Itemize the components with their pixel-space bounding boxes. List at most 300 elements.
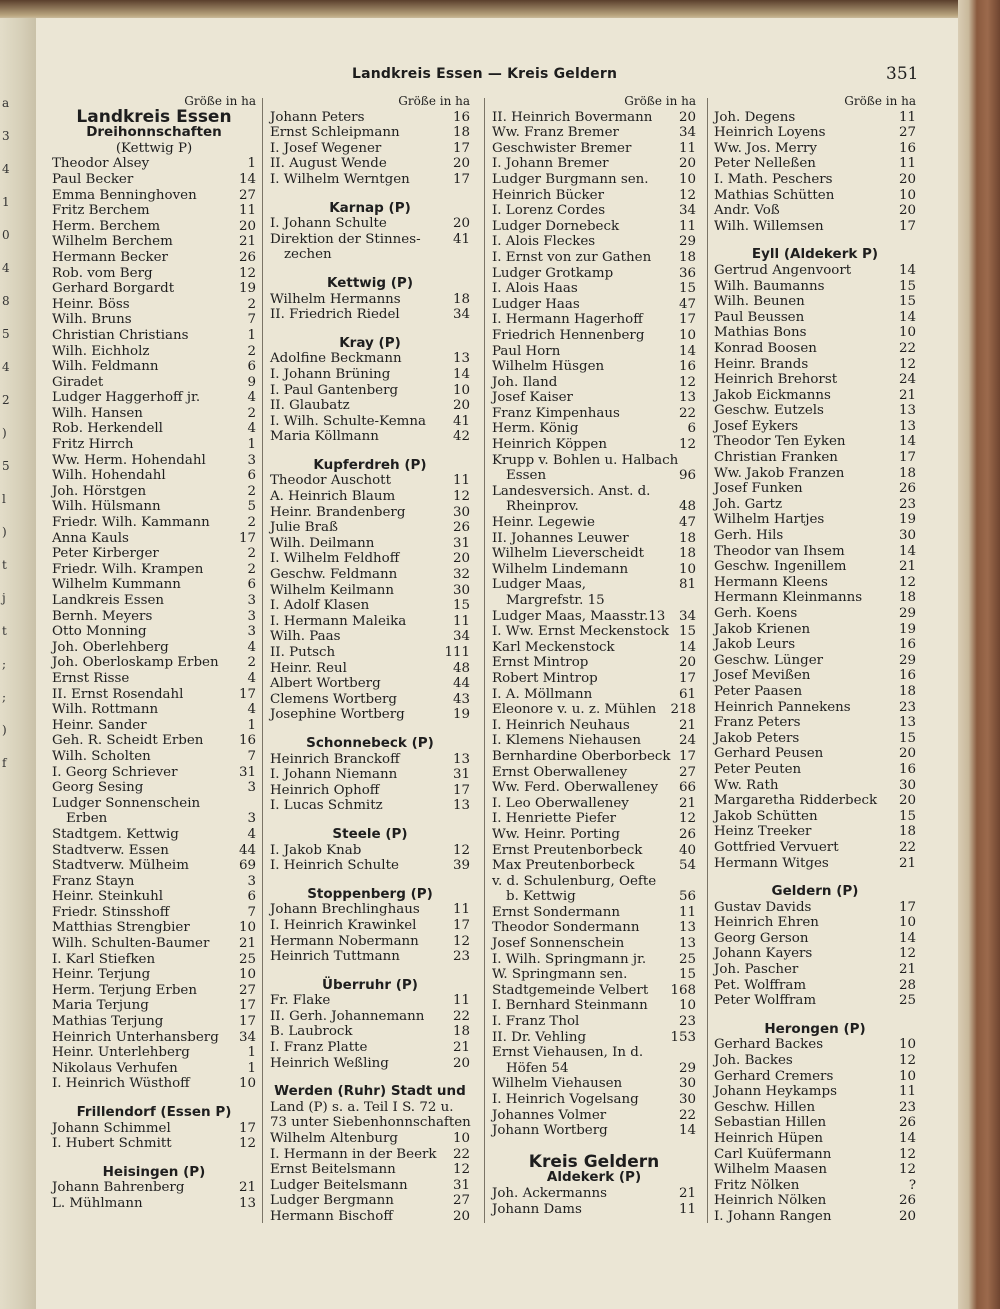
list-item: [714, 1209, 916, 1225]
area-ha: 20: [452, 551, 470, 567]
owner-name: Heinrich Pannekens: [714, 699, 851, 715]
area-ha: 29: [898, 652, 916, 668]
owner-name: Josephine Wortberg: [270, 707, 405, 723]
area-ha: 29: [678, 234, 696, 250]
owner-name: W. Springmann sen.: [492, 967, 628, 983]
area-ha: 42: [452, 429, 470, 445]
area-ha: 2: [247, 483, 256, 499]
column-1: [52, 94, 256, 1212]
list-item: [52, 250, 256, 266]
owner-name: Joh. Oberlehberg: [52, 639, 169, 655]
list-item: [714, 622, 916, 638]
area-ha: 54: [678, 858, 696, 874]
list-item: [714, 590, 916, 606]
list-item: [52, 406, 256, 422]
list-item: [492, 344, 696, 360]
list-item: [492, 1092, 696, 1108]
area-ha: 22: [452, 1008, 470, 1024]
area-ha: 11: [452, 993, 470, 1009]
list-item: [492, 733, 696, 749]
area-ha: 11: [452, 473, 470, 489]
area-ha: 18: [452, 291, 470, 307]
list-item: [270, 993, 470, 1009]
list-item: [52, 344, 256, 360]
area-ha: 66: [678, 780, 696, 796]
owner-name: Robert Mintrop: [492, 670, 598, 686]
facing-page-fragment: 3: [2, 129, 10, 143]
owner-name: Wilhelm Hermanns: [270, 291, 401, 307]
list-item: [714, 731, 916, 747]
owner-name: Geschw. Lünger: [714, 652, 824, 668]
owner-name: B. Laubrock: [270, 1024, 353, 1040]
book-cover-edge: [958, 0, 1000, 1309]
owner-name: Joh. Iland: [492, 374, 558, 390]
owner-name: Ludger Burgmann sen.: [492, 171, 649, 187]
list-item: [492, 593, 696, 609]
area-ha: 27: [678, 764, 696, 780]
page-number: 351: [886, 64, 919, 84]
list-item: [492, 375, 696, 391]
list-item: [52, 1045, 256, 1061]
facing-page-fragment: 5: [2, 459, 10, 473]
list-item: [52, 172, 256, 188]
column-header-size: Größe in ha: [624, 94, 696, 108]
list-item: [492, 468, 696, 484]
owner-name: Wilhelm Lieverscheidt: [492, 546, 645, 562]
page-header-title: Landkreis Essen — Kreis Geldern: [352, 66, 618, 82]
list-item: [270, 949, 470, 965]
column-header-size: Größe in ha: [184, 94, 256, 108]
owner-name: Maria Terjung: [52, 998, 149, 1014]
list-item: [52, 281, 256, 297]
list-item: [270, 1131, 470, 1147]
list-item: [492, 156, 696, 172]
list-item: [492, 515, 696, 531]
section-heading: Überruhr (P): [322, 976, 418, 993]
list-item: [714, 978, 916, 994]
list-item: [714, 219, 916, 235]
facing-page-fragment: t: [2, 558, 7, 572]
list-item: [714, 778, 916, 794]
list-item: [52, 655, 256, 671]
section-heading: Werden (Ruhr) Stadt und: [274, 1083, 466, 1100]
owner-name: Johannes Volmer: [492, 1107, 607, 1123]
owner-name: Hermann Kleens: [714, 574, 828, 590]
list-item: [714, 900, 916, 916]
facing-page-fragment: t: [2, 624, 7, 638]
list-item: [492, 749, 696, 765]
list-item: [52, 188, 256, 204]
column-divider: [707, 98, 708, 1223]
area-ha: 10: [898, 187, 916, 203]
owner-name: Heinrich Ophoff: [270, 782, 380, 798]
area-ha: 20: [238, 218, 256, 234]
area-ha: 34: [452, 629, 470, 645]
owner-name: Direktion der Stinnes-: [270, 231, 421, 247]
section-heading: Geldern (P): [771, 883, 859, 900]
owner-name: Wilhelm Viehausen: [492, 1076, 623, 1092]
list-item: [714, 341, 916, 357]
area-ha: 30: [678, 1076, 696, 1092]
area-ha: 16: [898, 140, 916, 156]
list-item: [492, 1045, 696, 1061]
owner-name: Ww. Franz Bremer: [492, 125, 619, 141]
area-ha: 10: [678, 998, 696, 1014]
owner-name: Georg Sesing: [52, 780, 144, 796]
list-item: [714, 497, 916, 513]
area-ha: 19: [238, 281, 256, 297]
list-item: [714, 653, 916, 669]
area-ha: 10: [238, 1076, 256, 1092]
owner-name: Franz Stayn: [52, 873, 135, 889]
owner-name: Ernst Sondermann: [492, 904, 620, 920]
area-ha: 2: [247, 561, 256, 577]
list-item: [270, 692, 470, 708]
area-ha: 26: [452, 520, 470, 536]
area-ha: 1: [247, 1060, 256, 1076]
list-item: [492, 1030, 696, 1046]
owner-name: b. Kettwig: [506, 889, 576, 905]
area-ha: 26: [678, 826, 696, 842]
area-ha: 10: [452, 1131, 470, 1147]
owner-name: II. Glaubatz: [270, 398, 350, 414]
area-ha: 20: [898, 793, 916, 809]
facing-page-fragment: a: [2, 96, 10, 110]
area-ha: 12: [452, 489, 470, 505]
owner-name: Wilh. Rottmann: [52, 702, 159, 718]
list-item: [492, 1123, 696, 1139]
owner-name: Rob. Herkendell: [52, 421, 163, 437]
owner-name: Theodor Sondermann: [492, 920, 640, 936]
list-item: [52, 811, 256, 827]
list-item: [492, 406, 696, 422]
area-ha: 18: [898, 824, 916, 840]
area-ha: 18: [898, 683, 916, 699]
area-ha: 24: [898, 372, 916, 388]
area-ha: 19: [898, 512, 916, 528]
owner-name: Wilhelm Hartjes: [714, 512, 825, 528]
owner-name: Peter Wolffram: [714, 993, 817, 1009]
area-ha: 39: [452, 858, 470, 874]
area-ha: 14: [678, 639, 696, 655]
area-ha: 11: [678, 140, 696, 156]
area-ha: 20: [452, 1055, 470, 1071]
owner-name: Heinrich Hüpen: [714, 1131, 823, 1146]
owner-name: Heinrich Branckoff: [270, 751, 400, 767]
owner-name: Fritz Nölken: [714, 1177, 800, 1193]
list-item: [52, 468, 256, 484]
area-ha: 12: [898, 356, 916, 372]
owner-name: Heinr. Brandenberg: [270, 504, 406, 520]
area-ha: 17: [678, 748, 696, 764]
owner-name: Hermann Kleinmanns: [714, 590, 863, 606]
area-ha: [674, 1045, 696, 1061]
owner-name: Ernst Mintrop: [492, 655, 589, 671]
area-ha: 31: [452, 535, 470, 551]
owner-name: Fr. Flake: [270, 993, 331, 1009]
list-item: [714, 325, 916, 341]
area-ha: 69: [238, 858, 256, 874]
section-heading: Heisingen (P): [102, 1163, 206, 1180]
area-ha: 7: [247, 904, 256, 920]
area-ha: 13: [238, 1195, 256, 1211]
list-item: [714, 203, 916, 219]
area-ha: 17: [898, 450, 916, 466]
area-ha: 25: [898, 993, 916, 1009]
owner-name: Stadtverw. Mülheim: [52, 858, 189, 874]
facing-page-fragment: 5: [2, 327, 10, 341]
list-item: [270, 1024, 470, 1040]
list-item: [714, 931, 916, 947]
area-ha: 21: [238, 234, 256, 250]
area-ha: 21: [238, 1180, 256, 1196]
owner-name: Heinr. Unterlehberg: [52, 1045, 190, 1061]
owner-name: Bernh. Meyers: [52, 608, 153, 624]
owner-name: A. Heinrich Blaum: [270, 489, 396, 505]
list-item: [492, 983, 696, 999]
area-ha: 13: [452, 751, 470, 767]
area-ha: 15: [898, 808, 916, 824]
list-item: [270, 536, 470, 552]
area-ha: 41: [452, 231, 470, 247]
list-item: [52, 499, 256, 515]
owner-name: I. Johann Niemann: [270, 767, 398, 783]
section-heading: Kupferdreh (P): [313, 456, 427, 473]
area-ha: 20: [898, 746, 916, 762]
list-item: [714, 1115, 916, 1131]
area-ha: 48: [452, 660, 470, 676]
owner-name: I. Wilh. Schulte-Kemna: [270, 413, 426, 429]
section-heading: Aldekerk (P): [546, 1169, 642, 1186]
owner-name: Ludger Grotkamp: [492, 265, 614, 281]
list-item: [270, 520, 470, 536]
list-item: [714, 1100, 916, 1116]
owner-name: Gertrud Angenvoort: [714, 262, 852, 278]
list-item: [492, 546, 696, 562]
list-item: [492, 624, 696, 640]
owner-name: Wilh. Hansen: [52, 405, 143, 421]
area-ha: 23: [452, 949, 470, 965]
area-ha: 21: [452, 1040, 470, 1056]
facing-page-fragment: 0: [2, 228, 10, 242]
area-ha: 4: [247, 702, 256, 718]
list-item: [52, 952, 256, 968]
owner-name: I. Johann Bremer: [492, 156, 609, 172]
area-ha: 20: [678, 655, 696, 671]
list-item: [270, 1100, 470, 1116]
list-item: [714, 809, 916, 825]
area-ha: 20: [452, 398, 470, 414]
owner-name: I. Franz Thol: [492, 1014, 580, 1030]
owner-name: Peter Peuten: [714, 761, 802, 777]
list-item: [492, 328, 696, 344]
list-item: [270, 661, 470, 677]
owner-name: Stadtgemeinde Velbert: [492, 982, 649, 998]
area-ha: 4: [247, 826, 256, 842]
owner-name: II. Heinrich Bovermann: [492, 109, 653, 125]
area-ha: 20: [678, 109, 696, 125]
area-ha: 153: [670, 1029, 696, 1045]
area-ha: 15: [898, 730, 916, 746]
owner-name: Gerhard Borgardt: [52, 281, 175, 297]
owner-name: Ww. Rath: [714, 777, 779, 793]
list-item: [714, 668, 916, 684]
list-item: [714, 294, 916, 310]
column-2: [270, 94, 470, 1225]
owner-name: Johann Heykamps: [714, 1084, 837, 1100]
area-ha: 27: [238, 982, 256, 998]
area-ha: 2: [247, 296, 256, 312]
owner-name: I. Alois Fleckes: [492, 234, 596, 250]
list-item: [492, 687, 696, 703]
list-item: [270, 629, 470, 645]
list-item: [52, 843, 256, 859]
area-ha: 20: [452, 156, 470, 172]
area-ha: 10: [238, 967, 256, 983]
owner-name: Ww. Herm. Hohendahl: [52, 452, 206, 468]
owner-name: Julie Braß: [270, 520, 338, 536]
list-item: [492, 390, 696, 406]
area-ha: 11: [678, 218, 696, 234]
facing-page-fragment: l: [2, 492, 6, 506]
owner-name: Ernst Viehausen, In d.: [492, 1045, 644, 1061]
area-ha: 15: [678, 967, 696, 983]
owner-name: Johann Dams: [492, 1201, 582, 1217]
owner-name: Fritz Hirrch: [52, 437, 134, 453]
area-ha: 168: [670, 982, 696, 998]
owner-name: I. Klemens Niehausen: [492, 733, 641, 749]
owner-name: Ernst Preutenborbeck: [492, 842, 643, 858]
owner-name: Wilh. Beunen: [714, 294, 805, 310]
area-ha: 6: [247, 889, 256, 905]
list-item: [52, 359, 256, 375]
facing-page-fragment: ;: [2, 657, 7, 671]
owner-name: Heinr. Böss: [52, 296, 130, 312]
area-ha: [678, 453, 700, 469]
column-divider: [262, 98, 263, 1223]
list-item: [492, 967, 696, 983]
list-item: [52, 203, 256, 219]
owner-name: Peter Nelleßen: [714, 156, 816, 172]
list-item: [714, 172, 916, 188]
owner-name: Herm. Berchem: [52, 218, 161, 234]
owner-name: Ernst Schleipmann: [270, 125, 400, 141]
list-item: [492, 874, 696, 890]
owner-name: Heinrich Köppen: [492, 437, 607, 453]
list-item: [270, 858, 470, 874]
area-ha: 21: [678, 717, 696, 733]
list-item: [492, 702, 696, 718]
area-ha: 30: [452, 504, 470, 520]
list-item: [52, 453, 256, 469]
list-item: [492, 234, 696, 250]
owner-name: I. Paul Gantenberg: [270, 382, 399, 398]
area-ha: 6: [247, 359, 256, 375]
area-ha: 3: [247, 780, 256, 796]
owner-name: Georg Gerson: [714, 930, 809, 946]
area-ha: 26: [898, 481, 916, 497]
list-item: [52, 983, 256, 999]
area-ha: 41: [452, 413, 470, 429]
area-ha: 15: [678, 624, 696, 640]
area-ha: 17: [452, 171, 470, 187]
owner-name: Theodor Ten Eyken: [714, 434, 846, 450]
area-ha: 10: [678, 171, 696, 187]
list-item: [270, 752, 470, 768]
owner-name: Nikolaus Verhufen: [52, 1060, 178, 1076]
list-item: [52, 266, 256, 282]
area-ha: 12: [678, 374, 696, 390]
list-item: [492, 952, 696, 968]
list-item: [492, 453, 696, 469]
owner-name: Clemens Wortberg: [270, 691, 397, 707]
area-ha: 17: [238, 1120, 256, 1136]
list-item: [492, 359, 696, 375]
list-item: [492, 1076, 696, 1092]
area-ha: 10: [898, 325, 916, 341]
facing-page-fragment: ): [2, 525, 7, 539]
owner-name: Johann Schimmel: [52, 1120, 171, 1136]
area-ha: 12: [898, 946, 916, 962]
area-ha: 23: [898, 699, 916, 715]
list-item: [52, 312, 256, 328]
list-item: [714, 357, 916, 373]
list-item: [492, 141, 696, 157]
list-item: [492, 531, 696, 547]
area-ha: 14: [678, 1123, 696, 1139]
list-item: [492, 796, 696, 812]
area-ha: 4: [247, 639, 256, 655]
owner-name: II. August Wende: [270, 156, 387, 172]
owner-name: Heinrich Bücker: [492, 187, 604, 203]
owner-name: Geschw. Ingenillem: [714, 559, 847, 575]
list-item: [52, 874, 256, 890]
facing-page-fragment: 4: [2, 360, 10, 374]
area-ha: 13: [898, 418, 916, 434]
section-heading: Stoppenberg (P): [307, 885, 433, 902]
list-item: [492, 1014, 696, 1030]
list-item: [52, 1180, 256, 1196]
area-ha: 17: [452, 917, 470, 933]
owner-name: Maria Köllmann: [270, 429, 379, 445]
owner-name: v. d. Schulenburg, Oefte: [492, 873, 657, 889]
list-item: [492, 905, 696, 921]
area-ha: 2: [247, 515, 256, 531]
area-ha: 18: [452, 1024, 470, 1040]
area-ha: 34: [678, 125, 696, 141]
area-ha: 10: [898, 1068, 916, 1084]
list-item: [492, 250, 696, 266]
area-ha: 11: [238, 203, 256, 219]
owner-name: 73 unter Siebenhonnschaften: [270, 1115, 471, 1131]
area-ha: 16: [238, 733, 256, 749]
list-item: [52, 827, 256, 843]
owner-name: L. Mühlmann: [52, 1195, 143, 1211]
area-ha: 14: [898, 1131, 916, 1146]
owner-name: Wilh. Hülsmann: [52, 499, 161, 515]
area-ha: 30: [678, 1092, 696, 1107]
area-ha: 1: [247, 717, 256, 733]
list-item: [492, 780, 696, 796]
area-ha: 17: [238, 686, 256, 702]
area-ha: 1: [247, 437, 256, 453]
list-item: [270, 505, 470, 521]
owner-name: II. Johannes Leuwer: [492, 530, 629, 546]
area-ha: 3: [247, 608, 256, 624]
area-ha: 16: [898, 637, 916, 653]
list-item: [270, 645, 470, 661]
area-ha: 18: [898, 465, 916, 481]
